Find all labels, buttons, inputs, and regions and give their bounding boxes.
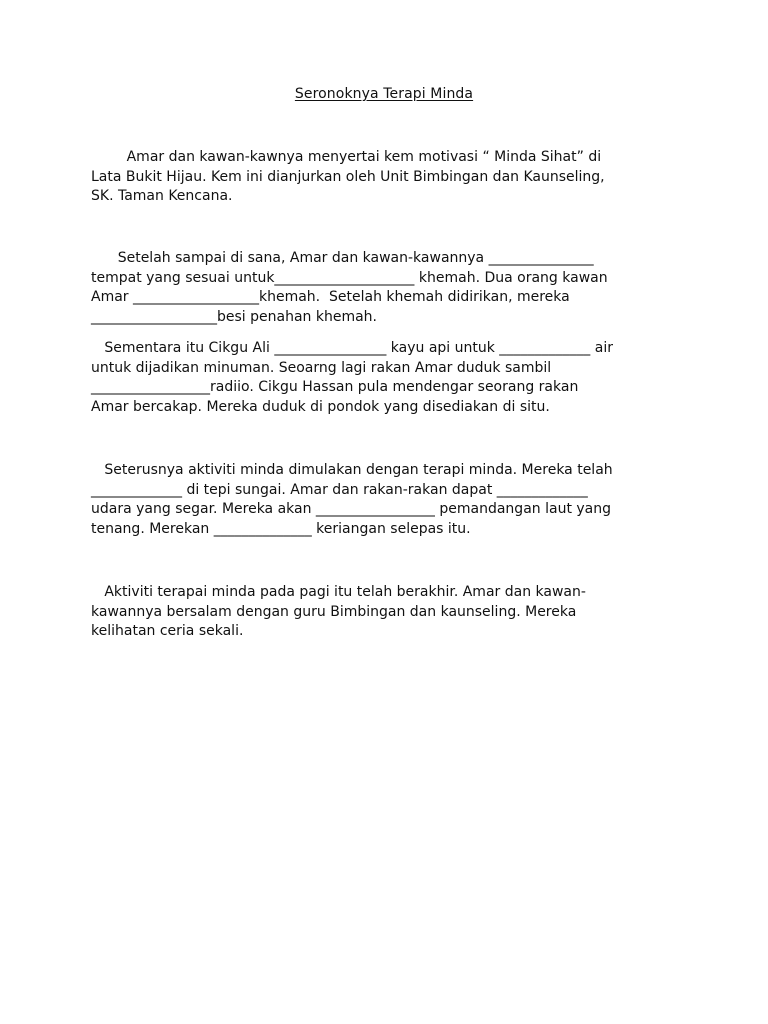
paragraph-line: Lata Bukit Hijau. Kem ini dianjurkan oleh Unit Bimbingan dan Kaunseling,: [91, 168, 605, 185]
paragraph-line: kawannya bersalam dengan guru Bimbingan dan kaunseling. Mereka: [91, 603, 577, 620]
paragraph-line: udara yang segar. Mereka akan _________________ pemandangan laut yang: [91, 501, 612, 518]
paragraph-line: _________________radiio. Cikgu Hassan pula mendengar seorang rakan: [91, 379, 579, 396]
paragraph-line: Amar bercakap. Mereka duduk di pondok yang disediakan di situ.: [91, 398, 550, 415]
paragraph-line: kelihatan ceria sekali.: [91, 623, 244, 640]
paragraph-3: [91, 339, 691, 417]
paragraph-line: _____________ di tepi sungai. Amar dan rakan-rakan dapat _____________: [91, 481, 588, 498]
paragraph-line: Setelah sampai di sana, Amar dan kawan-kawannya _______________: [91, 250, 594, 266]
paragraph-line: Amar __________________khemah. Setelah khemah didirikan, mereka: [91, 289, 570, 306]
paragraph-line: __________________besi penahan khemah.: [91, 308, 377, 325]
paragraph-line: Seterusnya aktiviti minda dimulakan dengan terapi minda. Mereka telah: [91, 462, 613, 478]
paragraph-5: [91, 583, 691, 642]
paragraph-line: Amar dan kawan-kawnya menyertai kem motivasi “ Minda Sihat” di: [91, 149, 602, 165]
paragraph-line: tenang. Merekan ______________ keriangan selepas itu.: [91, 520, 471, 537]
document-title: Seronoknya Terapi Minda: [294, 86, 474, 102]
paragraph-line: SK. Taman Kencana.: [91, 188, 233, 205]
paragraph-line: Aktiviti terapai minda pada pagi itu telah berakhir. Amar dan kawan-: [91, 584, 586, 600]
paragraph-1: [91, 148, 691, 207]
paragraph-2: [91, 249, 691, 327]
paragraph-line: tempat yang sesuai untuk____________________ khemah. Dua orang kawan: [91, 269, 608, 286]
paragraph-line: Sementara itu Cikgu Ali ________________ kayu api untuk _____________ air: [91, 340, 613, 356]
paragraph-4: [91, 461, 691, 539]
paragraph-line: untuk dijadikan minuman. Seoarng lagi rakan Amar duduk sambil: [91, 359, 552, 376]
